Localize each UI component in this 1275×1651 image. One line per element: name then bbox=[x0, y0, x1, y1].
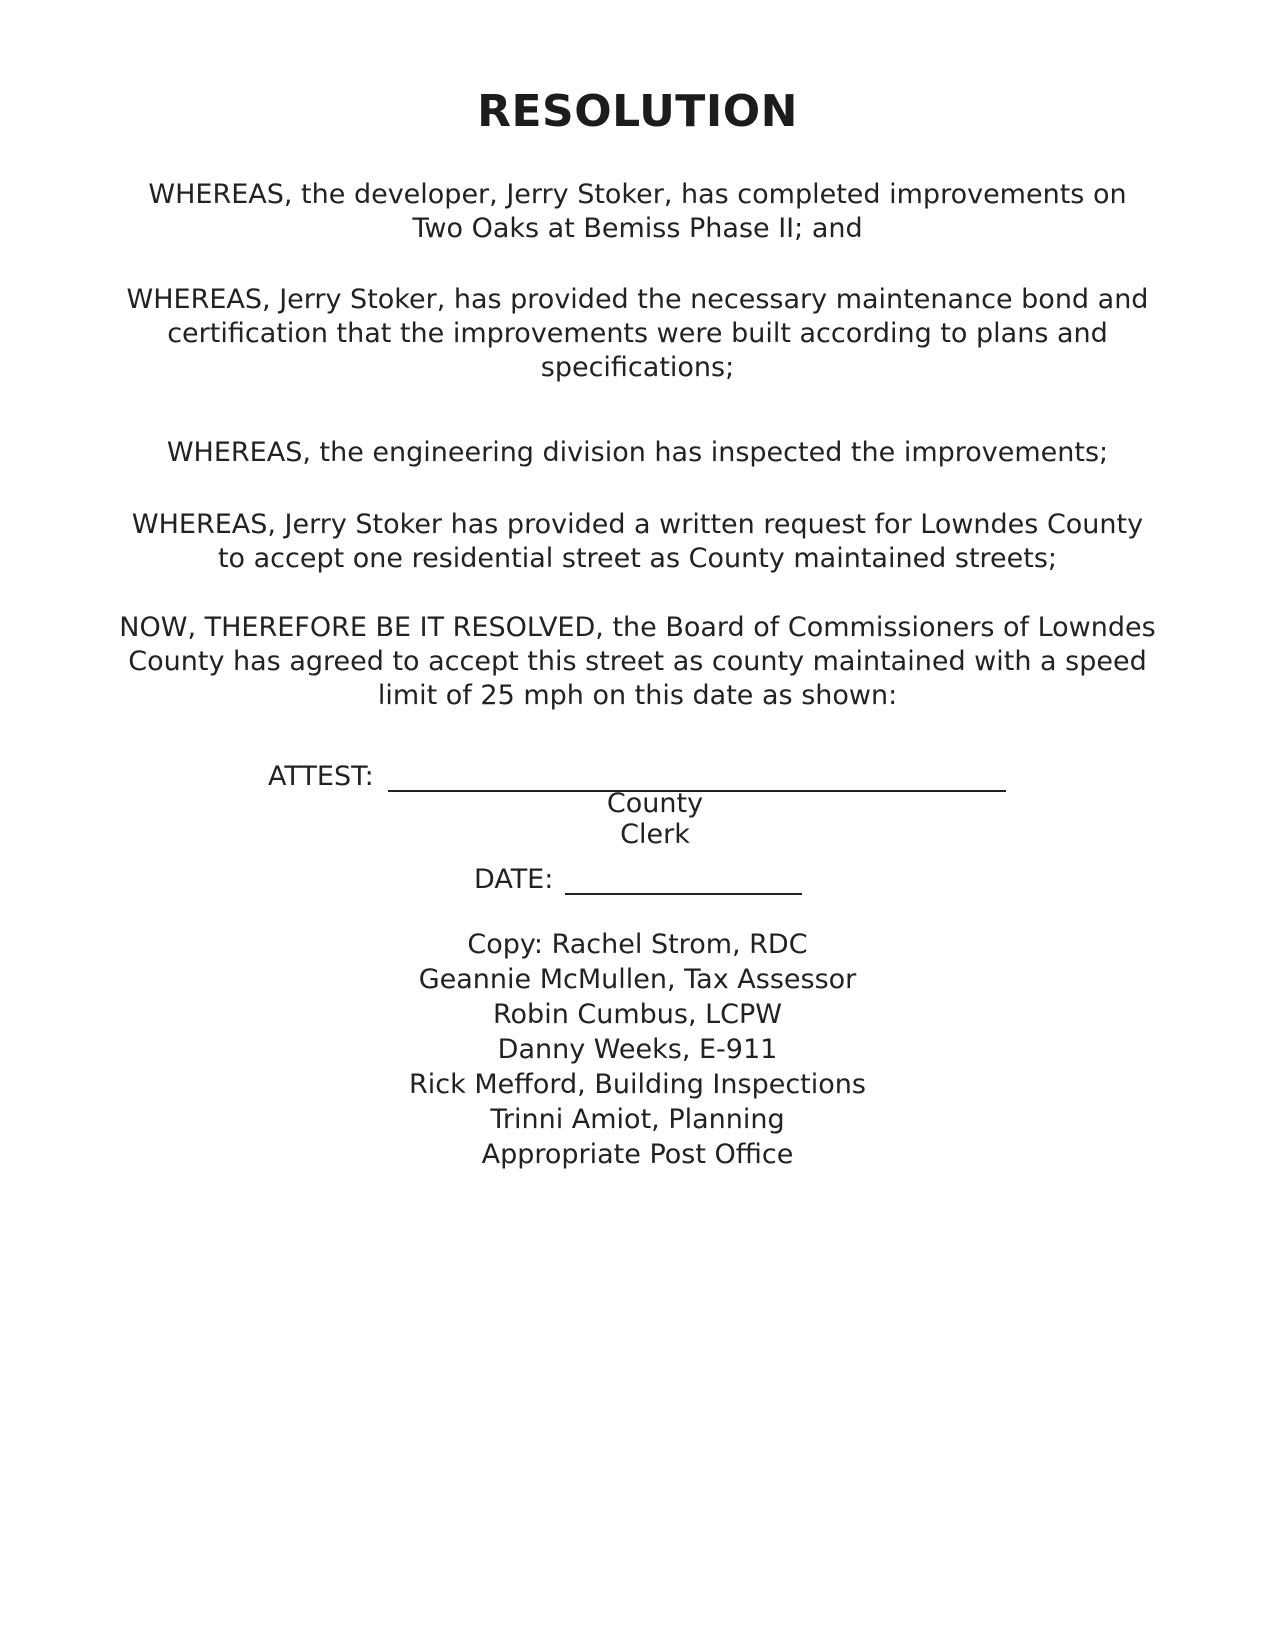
whereas-paragraph-3: WHEREAS, the engineering division has inspected the improvements; bbox=[166, 437, 1109, 468]
date-row bbox=[474, 855, 802, 895]
list-item: Trinni Amiot, Planning bbox=[490, 1104, 785, 1135]
whereas-paragraph-4: WHEREAS, Jerry Stoker has provided a written request for Lowndes County to accept one residential street as County maintained streets; bbox=[131, 509, 1144, 574]
attest-signature-row bbox=[268, 752, 1006, 792]
list-item: Geannie McMullen, Tax Assessor bbox=[418, 964, 857, 995]
whereas-paragraph-2: WHEREAS, Jerry Stoker, has provided the necessary maintenance bond and certification that the improvements were built according to plans and specifications; bbox=[126, 284, 1149, 383]
date-signature-line bbox=[565, 863, 802, 895]
document-title: RESOLUTION bbox=[477, 86, 798, 137]
attest-label: ATTEST: bbox=[268, 761, 374, 792]
whereas-paragraph-1: WHEREAS, the developer, Jerry Stoker, has completed improvements on Two Oaks at Bemiss Phase II; and bbox=[148, 179, 1127, 244]
list-item: Copy: Rachel Strom, RDC bbox=[467, 929, 808, 960]
list-item: Rick Mefford, Building Inspections bbox=[409, 1069, 866, 1100]
resolved-paragraph: NOW, THEREFORE BE IT RESOLVED, the Board of Commissioners of Lowndes County has agreed to accept this street as county maintained with a speed limit of 25 mph on this date as shown: bbox=[119, 612, 1156, 711]
date-label: DATE: bbox=[474, 864, 554, 895]
list-item: Appropriate Post Office bbox=[481, 1139, 794, 1170]
list-item: Robin Cumbus, LCPW bbox=[492, 999, 783, 1030]
list-item: Danny Weeks, E-911 bbox=[497, 1034, 778, 1065]
county-clerk-caption: County Clerk bbox=[606, 788, 704, 850]
copy-distribution-list bbox=[0, 927, 1275, 1172]
